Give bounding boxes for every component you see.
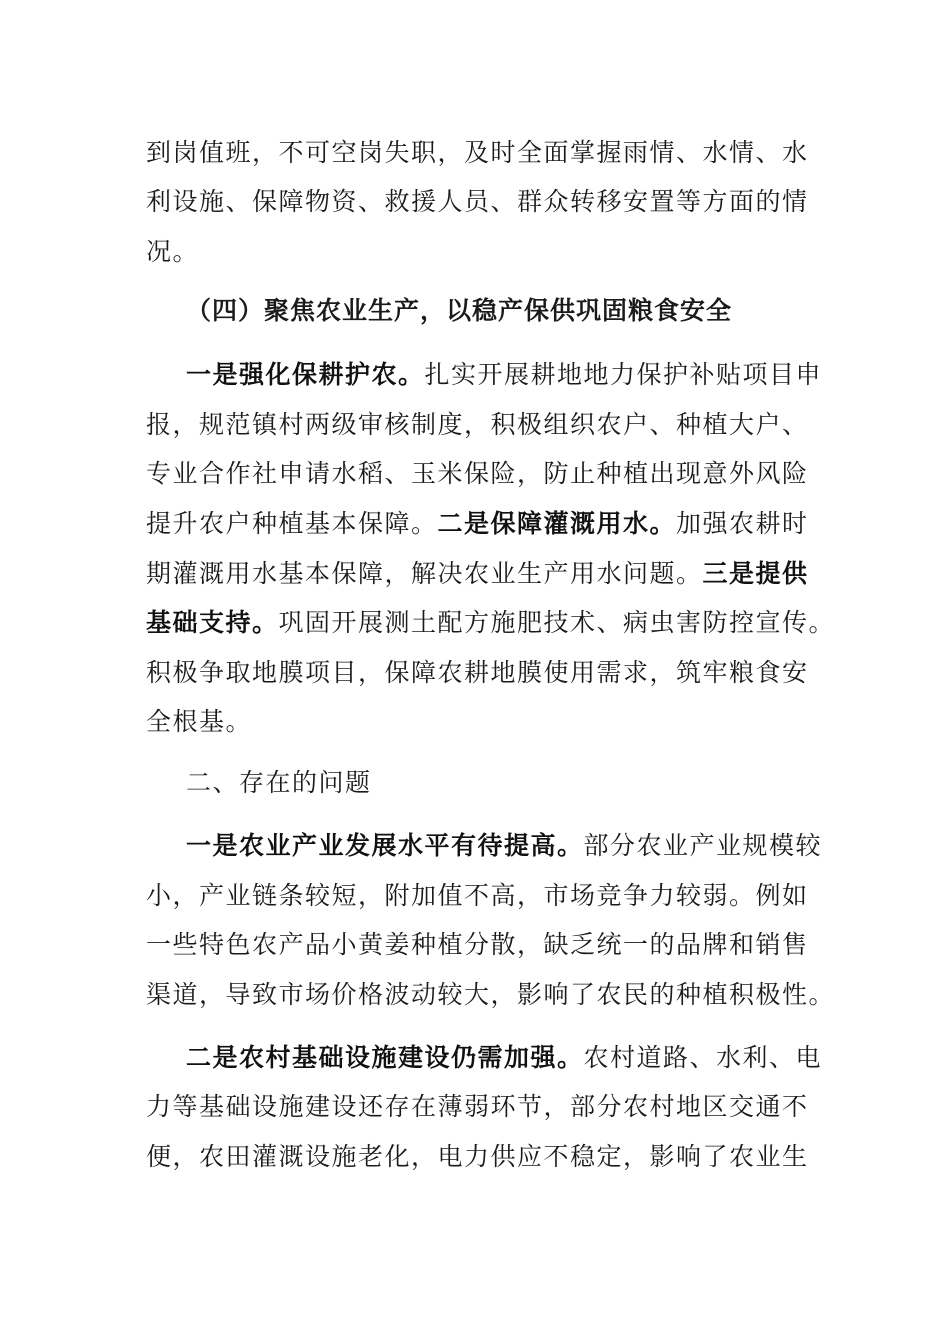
paragraph-line: 到岗值班，不可空岗失职，及时全面掌握雨情、水情、水 bbox=[146, 138, 809, 167]
paragraph-line: 小，产业链条较短，附加值不高，市场竞争力较弱。例如 bbox=[146, 881, 809, 910]
paragraph-line: 渠道，导致市场价格波动较大，影响了农民的种植积极性。 bbox=[146, 980, 836, 1009]
paragraph-line bbox=[146, 509, 809, 539]
section-heading: （四）聚焦农业生产，以稳产保供巩固粮食安全 bbox=[186, 296, 733, 325]
section-heading: 二、存在的问题 bbox=[186, 768, 372, 797]
paragraph-line bbox=[186, 360, 822, 390]
paragraph-line: 积极争取地膜项目，保障农耕地膜使用需求，筑牢粮食安 bbox=[146, 658, 809, 687]
bold-lead: 一是强化保耕护农。 bbox=[186, 360, 425, 389]
paragraph-line: 力等基础设施建设还存在薄弱环节，部分农村地区交通不 bbox=[146, 1092, 809, 1121]
paragraph-text: 扎实开展耕地地力保护补贴项目申 bbox=[424, 360, 823, 389]
bold-lead: 三是提供 bbox=[702, 559, 809, 588]
paragraph-text: 农村道路、水利、电 bbox=[583, 1043, 823, 1072]
paragraph-text: 加强农耕时 bbox=[676, 509, 809, 538]
paragraph-text: 提升农户种植基本保障。 bbox=[146, 509, 438, 538]
bold-lead: 一是农业产业发展水平有待提高。 bbox=[186, 831, 584, 860]
paragraph-line bbox=[186, 1043, 822, 1073]
paragraph-line: 利设施、保障物资、救援人员、群众转移安置等方面的情 bbox=[146, 187, 809, 216]
paragraph-line: 一些特色农产品小黄姜种植分散，缺乏统一的品牌和销售 bbox=[146, 930, 809, 959]
paragraph-line: 全根基。 bbox=[146, 707, 253, 736]
paragraph-line: 况。 bbox=[146, 237, 200, 266]
paragraph-text: 巩固开展测土配方施肥技术、病虫害防控宣传。 bbox=[278, 608, 836, 637]
paragraph-line: 专业合作社申请水稻、玉米保险，防止种植出现意外风险 bbox=[146, 459, 809, 488]
paragraph-line: 便，农田灌溉设施老化，电力供应不稳定，影响了农业生 bbox=[146, 1142, 809, 1171]
bold-lead: 二是农村基础设施建设仍需加强。 bbox=[186, 1043, 584, 1072]
paragraph-text: 部分农业产业规模较 bbox=[583, 831, 823, 860]
paragraph-text: 期灌溉用水基本保障，解决农业生产用水问题。 bbox=[146, 559, 703, 588]
paragraph-line bbox=[146, 608, 835, 638]
paragraph-line bbox=[146, 559, 809, 589]
paragraph-line: 报，规范镇村两级审核制度，积极组织农户、种植大户、 bbox=[146, 410, 809, 439]
bold-lead: 基础支持。 bbox=[146, 608, 279, 637]
paragraph-line bbox=[186, 831, 822, 861]
bold-lead: 二是保障灌溉用水。 bbox=[437, 509, 677, 538]
